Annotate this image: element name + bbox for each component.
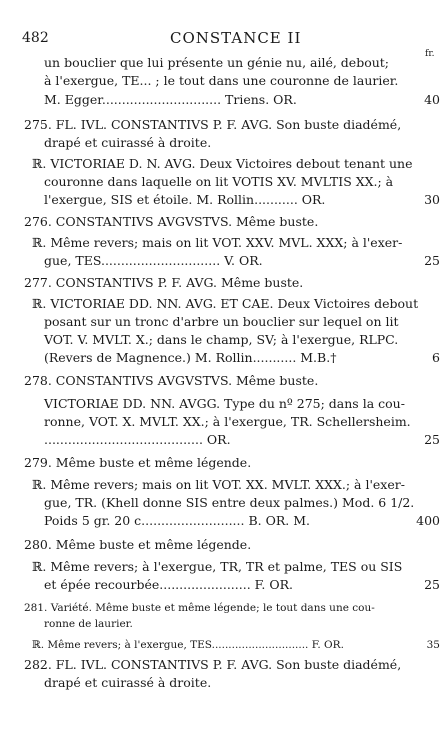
line-text: ronne, VOT. X. MVLT. XX.; à l'exergue, TR. Schellersheim. — [44, 414, 411, 429]
line-text: 279. Même buste et même légende. — [24, 455, 252, 470]
text-line — [0, 512, 446, 530]
line-text: à l'exergue, TE... ; le tout dans une couronne de laurier. — [44, 73, 399, 88]
text-line — [0, 656, 446, 674]
line-text: 281. Variété. Même buste et même légende; le tout dans une cou- — [24, 602, 375, 614]
text-line — [0, 116, 446, 134]
text-line — [0, 576, 446, 594]
price-value: 25 — [424, 577, 440, 592]
line-text: couronne dans laquelle on lit VOTIS XV. MVLTIS XX.; à — [44, 174, 394, 189]
line-text: ℝ. Même revers; à l'exergue, TES............................. F. OR. — [32, 639, 344, 651]
text-line — [0, 395, 446, 413]
line-text: ℝ. Même revers; mais on lit VOT. XX. MVLT. XXX.; à l'exer- — [32, 477, 405, 492]
text-line — [0, 615, 446, 633]
text-line — [0, 134, 446, 152]
text-line — [0, 213, 446, 231]
line-text: VOT. V. MVLT. X.; dans le champ, SV; à l'exergue, RLPC. — [44, 332, 399, 347]
line-text: gue, TES.............................. V. OR. — [44, 253, 263, 268]
text-line — [0, 454, 446, 472]
text-line — [0, 331, 446, 349]
text-line — [0, 372, 446, 390]
line-text: 277. CONSTANTIVS P. F. AVG. Même buste. — [24, 275, 304, 290]
price-value: 40 — [424, 92, 440, 107]
price-value: 25 — [424, 432, 440, 447]
text-line — [0, 91, 446, 109]
line-text: ℝ. Même revers; mais on lit VOT. XXV. MVL. XXX; à l'exer- — [32, 235, 403, 250]
line-text: Poids 5 gr. 20 c.......................... B. OR. M. — [44, 513, 310, 528]
text-line — [0, 536, 446, 554]
text-line — [0, 72, 446, 90]
line-text: ........................................ OR. — [44, 432, 231, 447]
line-text: 275. FL. IVL. CONSTANTIVS P. F. AVG. Son buste diadémé, — [24, 117, 402, 132]
page-title: CONSTANCE II — [170, 29, 302, 47]
line-text: 276. CONSTANTIVS AVGVSTVS. Même buste. — [24, 214, 319, 229]
text-line — [0, 274, 446, 292]
text-line — [0, 173, 446, 191]
line-text: ℝ. VICTORIAE DD. NN. AVG. ET CAE. Deux Victoires debout — [32, 296, 419, 311]
line-text: l'exergue, SIS et étoile. M. Rollin........... OR. — [44, 192, 326, 207]
line-text: VICTORIAE DD. NN. AVGG. Type du nº 275; dans la cou- — [44, 396, 405, 411]
line-text: M. Egger.............................. Triens. OR. — [44, 92, 297, 107]
text-line — [0, 234, 446, 252]
line-text: ℝ. Même revers; à l'exergue, TR, TR et palme, TES ou SIS — [32, 559, 403, 574]
text-line — [0, 349, 446, 367]
line-text: et épée recourbée....................... F. OR. — [44, 577, 293, 592]
line-text: (Revers de Magnence.) M. Rollin........... M.B.† — [44, 350, 337, 365]
line-text: 280. Même buste et même légende. — [24, 537, 252, 552]
line-text: 282. FL. IVL. CONSTANTIVS P. F. AVG. Son buste diadémé, — [24, 657, 402, 672]
price-column-label: fr. — [425, 49, 435, 59]
price-value: 6 — [432, 350, 440, 365]
text-line — [0, 558, 446, 576]
text-line — [0, 313, 446, 331]
line-text: drapé et cuirassé à droite. — [44, 135, 212, 150]
line-text: 278. CONSTANTIVS AVGVSTVS. Même buste. — [24, 373, 319, 388]
text-line — [0, 674, 446, 692]
price-value: 30 — [424, 192, 440, 207]
price-value: 25 — [424, 253, 440, 268]
text-line — [0, 155, 446, 173]
price-value: 35 — [426, 639, 440, 651]
text-line — [0, 54, 446, 72]
line-text: un bouclier que lui présente un génie nu, ailé, debout; — [44, 55, 390, 70]
text-line — [0, 413, 446, 431]
text-line — [0, 295, 446, 313]
text-line — [0, 476, 446, 494]
page-number: 482 — [22, 30, 49, 46]
text-line — [0, 636, 446, 654]
line-text: ronne de laurier. — [44, 618, 133, 630]
text-line — [0, 252, 446, 270]
line-text: gue, TR. (Khell donne SIS entre deux palmes.) Mod. 6 1/2. — [44, 495, 415, 510]
price-value: 400 — [416, 513, 440, 528]
text-line — [0, 191, 446, 209]
line-text: posant sur un tronc d'arbre un bouclier sur lequel on lit — [44, 314, 399, 329]
text-line — [0, 494, 446, 512]
line-text: drapé et cuirassé à droite. — [44, 675, 212, 690]
line-text: ℝ. VICTORIAE D. N. AVG. Deux Victoires debout tenant une — [32, 156, 413, 171]
text-line — [0, 431, 446, 449]
